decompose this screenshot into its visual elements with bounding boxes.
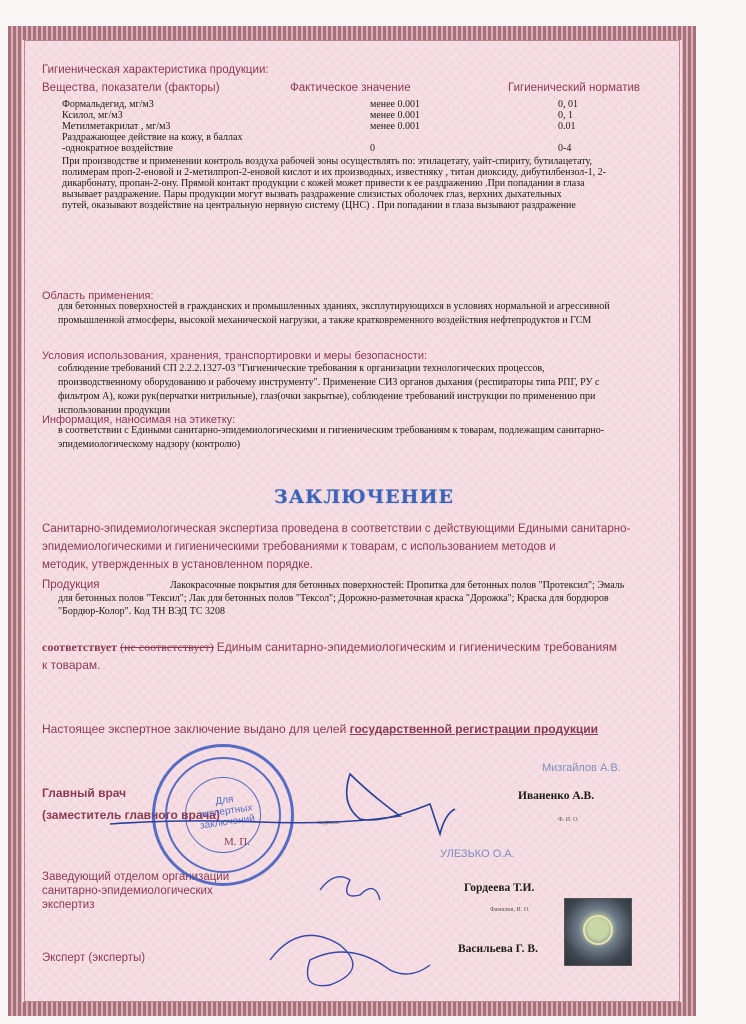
row-norm: 0, 01 <box>558 99 578 110</box>
chief-name: Иваненко А.В. <box>518 790 595 802</box>
row-norm: 0.01 <box>558 121 576 132</box>
complies-word: соответствует <box>42 640 118 654</box>
row-name: Раздражающее действие на кожу, в баллах <box>62 132 243 143</box>
row-actual: менее 0.001 <box>370 99 420 110</box>
conditions-heading: Условия использования, хранения, транспортировки и меры безопасности: <box>42 350 428 362</box>
row-actual: менее 0.001 <box>370 121 420 132</box>
col-actual: Фактическое значение <box>290 82 411 94</box>
conclusion-line: Санитарно-эпидемиологическая экспертиза проведена в соответствии с действующими Едиными санитарно- <box>42 523 631 535</box>
conditions-line: использовании продукции <box>58 405 171 416</box>
issued-statement <box>42 722 598 736</box>
conditions-text <box>58 362 678 418</box>
row-norm <box>558 132 658 143</box>
row-norm: 0, 1 <box>558 110 573 121</box>
conclusion-line: методик, утвержденных в установленном порядке. <box>42 559 313 571</box>
fio-caption: Ф. И. О. <box>558 817 579 823</box>
row-name: -однократное воздействие <box>62 143 173 154</box>
issued-prefix: Настоящее экспертное заключение выдано для целей <box>42 722 347 736</box>
head-label-line: экспертиз <box>42 899 95 911</box>
head-label-line: санитарно-эпидемиологических <box>42 885 213 897</box>
hygiene-notes <box>62 156 682 211</box>
conclusion-paragraph <box>42 520 660 574</box>
hologram-emblem-icon <box>583 915 613 945</box>
head-name: Гордеева Т.И. <box>464 882 535 894</box>
hologram-emblem <box>564 898 632 966</box>
note-line: вызывает раздражение. Пары продукции могут вызвать раздражение слизистых оболочек глаз, верхних дыхательных <box>62 189 562 200</box>
mp-label: М. П. <box>224 836 250 848</box>
scope-heading: Область применения: <box>42 290 154 302</box>
label-heading: Информация, наносимая на этикетку: <box>42 414 236 426</box>
hygiene-actuals <box>370 99 490 154</box>
conclusion-line: эпидемиологическими и гигиеническими требованиями к товарам, с использованием методов и <box>42 541 556 553</box>
head-caption: Фамилия, И. О. <box>490 907 530 913</box>
conditions-line: производственному оборудованию и рабочему инструменту". Применение СИЗ органов дыхания (респираторы типа РПГ, РУ с <box>58 377 600 388</box>
chief-sub: (заместитель главного врача) <box>42 808 220 822</box>
note-line: путей, оказывают воздействие на центральную нервную систему (ЦНС) . При попадании в глаза вызывают раздражение <box>62 200 576 211</box>
issued-purpose: государственной регистрации продукции <box>349 722 599 736</box>
expert-name: Васильева Г. В. <box>458 943 538 955</box>
row-name: Ксилол, мг/м3 <box>62 110 123 121</box>
row-norm: 0-4 <box>558 143 572 154</box>
col-norm: Гигиенический норматив <box>508 82 640 94</box>
head-expert-signature <box>240 850 470 1000</box>
complies-line2: к товарам. <box>42 658 101 672</box>
label-line: в соответствии с Едиными санитарно-эпидемиологическими и гигиеническим требованиям к товарам, подлежащим санитарно- <box>58 425 605 436</box>
note-line: полимерам проп-2-еновой и 2-метилпроп-2-еновой кислот и их производных, известняку , титан диоксиду, дибутилбензол-1, 2- <box>62 167 606 178</box>
hygiene-norms <box>558 99 658 154</box>
note-line: При производстве и применении контроль воздуха рабочей зоны осуществлять по: этилацетату, уайт-спириту, бутилацетату, <box>62 156 593 167</box>
chief-signature <box>100 764 460 864</box>
compliance-statement <box>42 640 662 655</box>
row-actual: менее 0.001 <box>370 110 420 121</box>
label-text <box>58 424 678 452</box>
stamp-faded-name-1: Мизгайлов А.В. <box>542 762 621 774</box>
product-label: Продукция <box>42 579 100 591</box>
stamp-faded-name-2: УЛЕЗЬКО О.А. <box>440 848 515 860</box>
product-line: "Бордюр-Колор". Код ТН ВЭД ТС 3208 <box>58 606 226 617</box>
scope-line: для бетонных поверхностей в гражданских и промышленных зданиях, эксплутирующихся в условиях нормальной и агрессивной <box>58 301 610 312</box>
conditions-line: фильтром А), кожи рук(перчатки нитрильные), глаз(очки закрытые), соблюдение требований инструкции по применению при <box>58 391 596 402</box>
seal-text: Для экспертных заключений <box>198 793 256 832</box>
row-name: Формальдегид, мг/м3 <box>62 99 154 110</box>
row-name: Метилметакрилат , мг/м3 <box>62 121 171 132</box>
conditions-line: соблюдение требований СП 2.2.2.1327-03 "Гигиенические требования к организации технологических процессов, <box>58 363 545 374</box>
head-label-line: Заведующий отделом организации <box>42 871 230 883</box>
chief-label: Главный врач <box>42 786 127 800</box>
hygiene-names <box>62 99 372 154</box>
col-substance: Вещества, показатели (факторы) <box>42 82 220 94</box>
conclusion-title: ЗАКЛЮЧЕНИЕ <box>274 486 454 508</box>
scope-text <box>58 300 678 328</box>
row-actual <box>370 132 490 143</box>
hygiene-heading: Гигиеническая характеристика продукции: <box>42 64 269 76</box>
product-line: для бетонных полов "Тексил"; Лак для бетонных полов "Тексол"; Дорожно-разметочная краска "Дорожка"; Краска для бордюров <box>58 593 609 604</box>
scope-line: промышленной атмосферы, высокой механической нагрузки, а также кратковременного воздействия нефтепродуктов и ГСМ <box>58 315 592 326</box>
row-actual: 0 <box>370 143 375 154</box>
product-text <box>58 579 678 618</box>
label-line: эпидемиологическому надзору (контролю) <box>58 439 241 450</box>
not-complies-struck: (не соответствует) <box>120 640 214 654</box>
note-line: дикарбонату, пропан-2-ону. Прямой контакт продукции с кожей может привести к ее раздражению .При попадании в глаза <box>62 178 585 189</box>
product-line: Лакокрасочные покрытия для бетонных поверхностей: Пропитка для бетонных полов "Протексил"; Эмаль <box>170 580 625 591</box>
signature-caption: подпись <box>318 820 339 826</box>
complies-rest: Единым санитарно-эпидемиологическим и гигиеническим требованиям <box>216 640 617 654</box>
expert-label: Эксперт (эксперты) <box>42 952 146 964</box>
